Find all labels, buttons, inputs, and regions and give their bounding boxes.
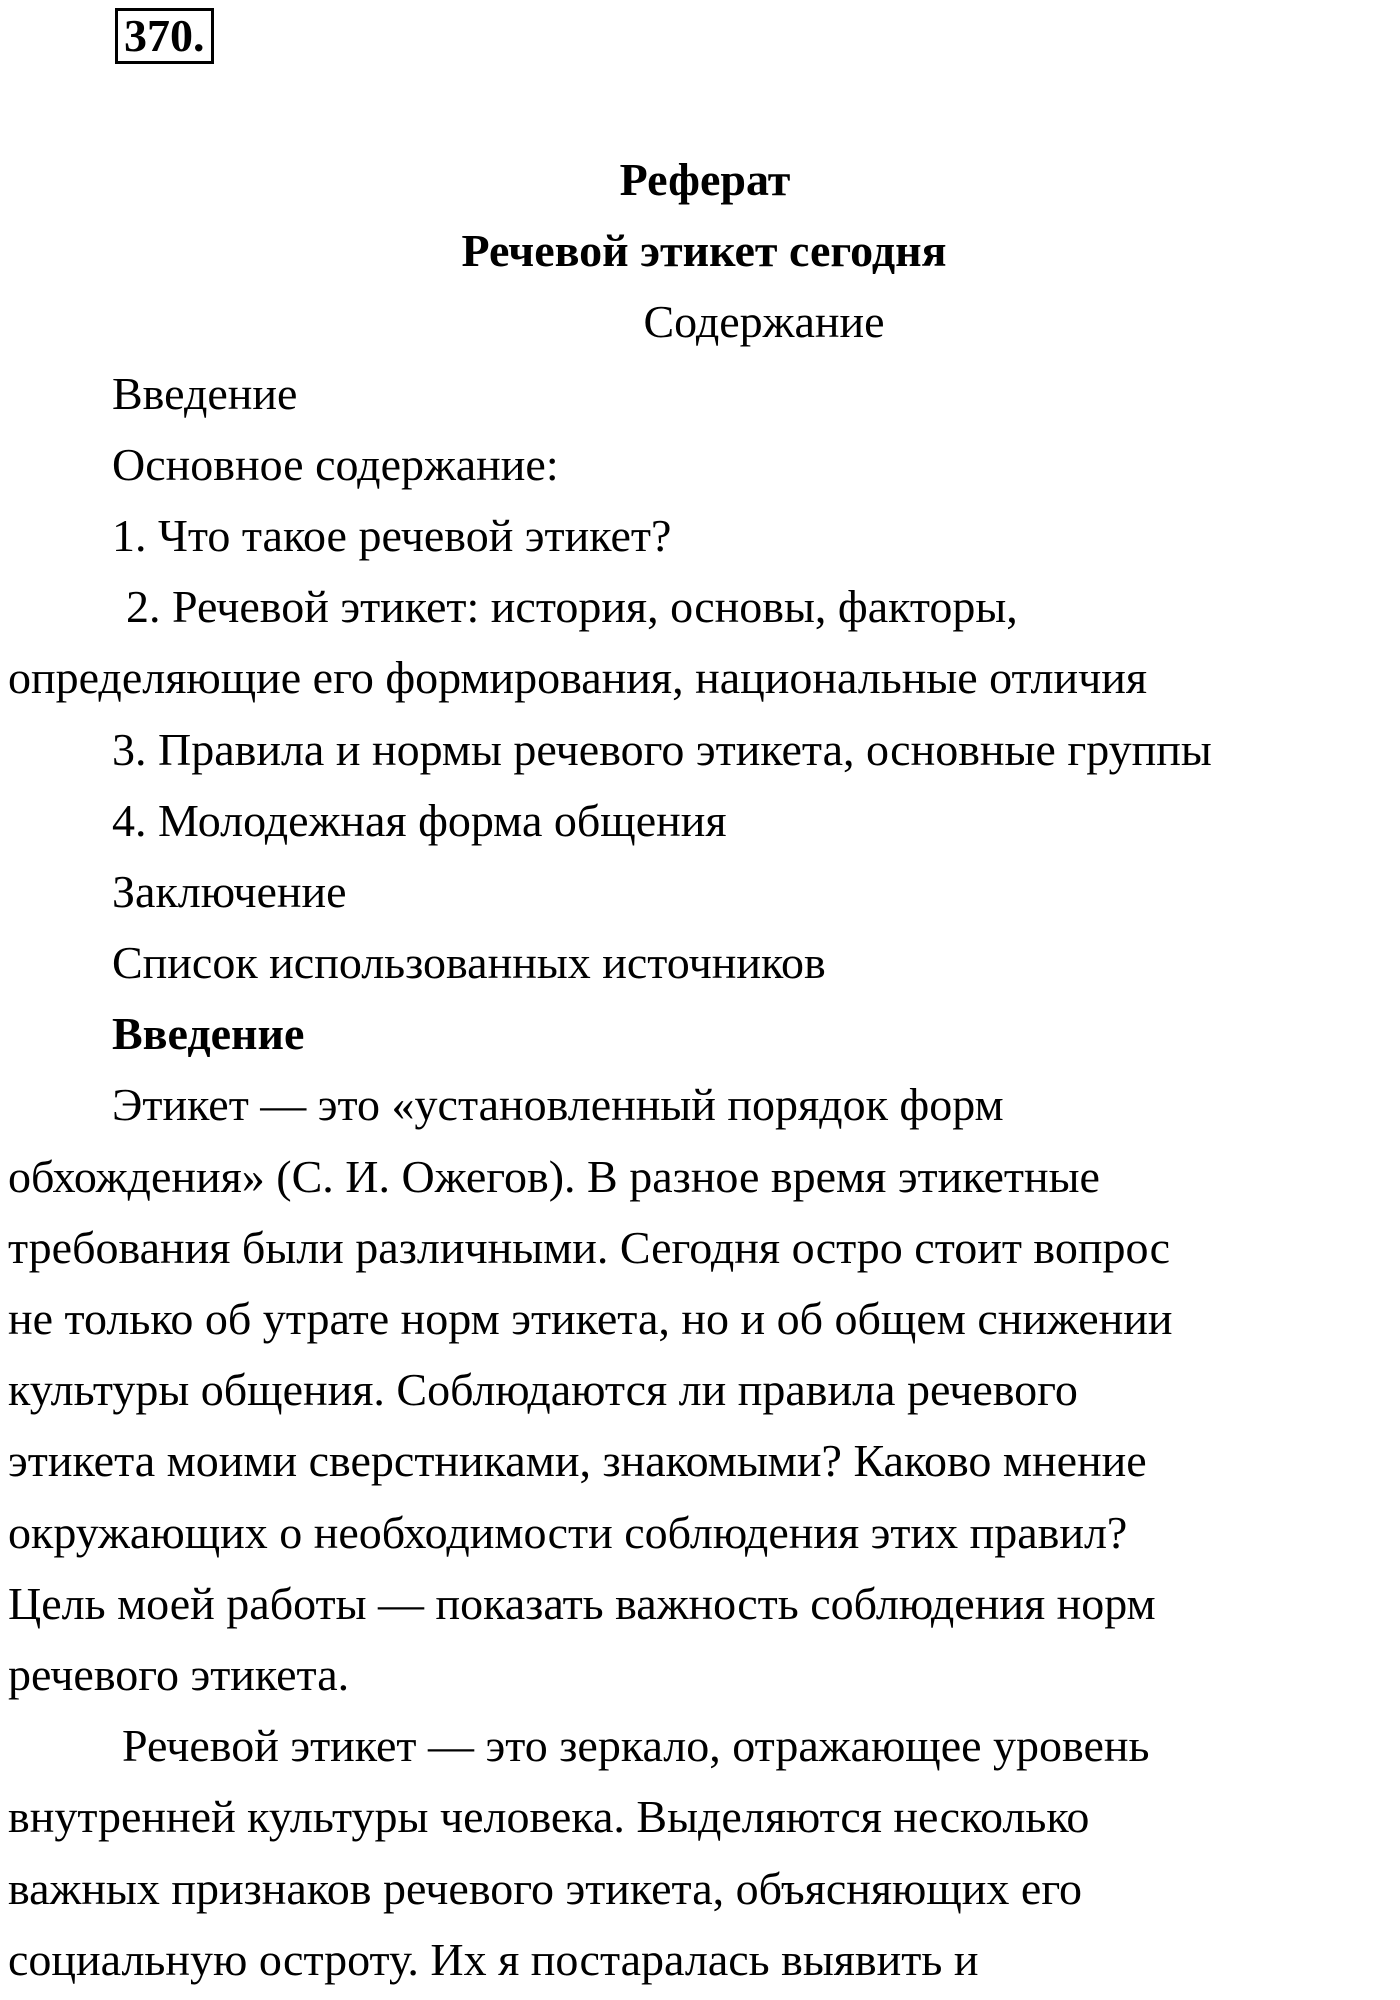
essay-title: Реферат <box>619 154 791 205</box>
paragraph-1-line: культуры общения. Соблюдаются ли правила речевого <box>8 1364 1078 1416</box>
paragraph-2-line: важных признаков речевого этикета, объясняющих его <box>8 1862 1083 1914</box>
paragraph-1-line: окружающих о необходимости соблюдения этих правил? <box>8 1506 1128 1558</box>
paragraph-1-line: обхождения» (С. И. Ожегов). В разное время этикетные <box>8 1150 1100 1202</box>
exercise-number-box: 370. <box>115 8 214 64</box>
contents-label: Содержание <box>643 296 885 348</box>
introduction-heading: Введение <box>112 1008 305 1060</box>
paragraph-2-line: внутренней культуры человека. Выделяются несколько <box>8 1791 1090 1843</box>
paragraph-1-line: речевого этикета. <box>8 1648 350 1700</box>
contents-item-1: 1. Что такое речевой этикет? <box>112 509 672 561</box>
contents-item-3: 3. Правила и нормы речевого этикета, основные группы <box>112 723 1212 775</box>
contents-item-2-line-2: определяющие его формирования, национальные отличия <box>8 652 1147 704</box>
essay-subtitle: Речевой этикет сегодня <box>461 225 947 277</box>
paragraph-2-line: Речевой этикет — это зеркало, отражающее уровень <box>122 1720 1150 1772</box>
contents-item-2-line-1: 2. Речевой этикет: история, основы, факторы, <box>126 581 1018 633</box>
paragraph-1-line: не только об утрате норм этикета, но и об общем снижении <box>8 1293 1173 1344</box>
paragraph-1-line: Цель моей работы — показать важность соблюдения норм <box>8 1577 1156 1629</box>
paragraph-1-line: требования были различными. Сегодня остро стоит вопрос <box>8 1221 1171 1273</box>
contents-intro: Введение <box>112 367 298 419</box>
contents-sources: Список использованных источников <box>112 937 826 989</box>
paragraph-2-line: социальную остроту. Их я постаралась выявить и <box>8 1933 979 1985</box>
paragraph-1-line: этикета моими сверстниками, знакомыми? Каково мнение <box>8 1435 1147 1487</box>
contents-item-4: 4. Молодежная форма общения <box>112 794 727 846</box>
paragraph-1-line: Этикет — это «установленный порядок форм <box>112 1079 1004 1131</box>
contents-conclusion: Заключение <box>112 865 347 917</box>
exercise-number <box>115 8 214 60</box>
contents-main-label: Основное содержание: <box>112 438 559 490</box>
document-content <box>8 144 1400 1995</box>
